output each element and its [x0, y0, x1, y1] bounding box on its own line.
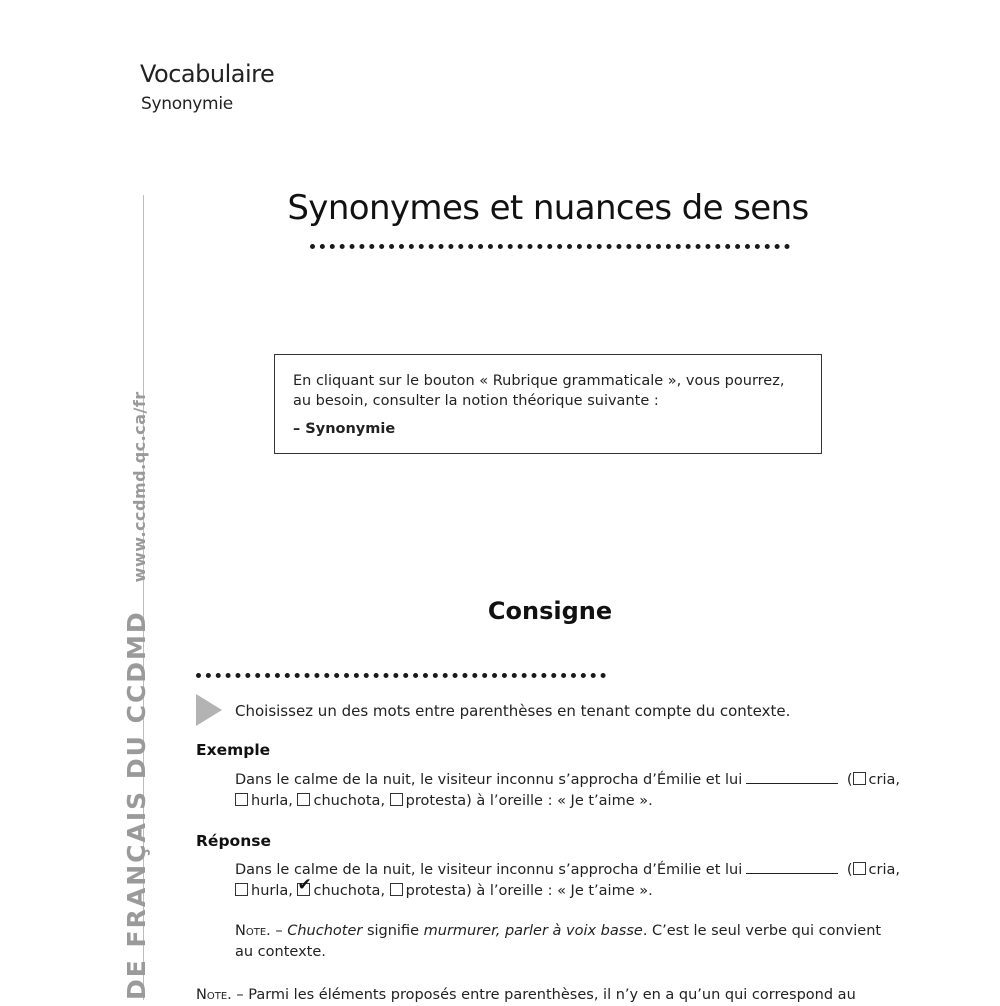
note-dash: – — [270, 923, 288, 939]
exemple-option-protesta: protesta) — [405, 793, 472, 809]
play-arrow-icon — [196, 694, 222, 726]
general-note-text: – Parmi les éléments proposés entre parenthèses, il n’y en a qu’un qui correspond au — [231, 987, 856, 1003]
exemple-option-hurla: hurla, — [251, 793, 293, 809]
info-box-line-2: au besoin, consulter la notion théorique suivante : — [293, 393, 659, 409]
consigne-title: Consigne — [487, 597, 613, 625]
subsection-heading: Synonymie — [141, 94, 233, 114]
sidebar-brand: DE FRANÇAIS DU CCDMD — [122, 610, 151, 1000]
info-box-notion-link[interactable]: – Synonymie — [293, 421, 396, 437]
reponse-checkbox-chuchota[interactable] — [297, 875, 312, 896]
reponse-sentence-start: Dans le calme de la nuit, le visiteur inconnu s’approcha d’Émilie et lui — [235, 862, 743, 878]
exemple-checkbox-cria[interactable] — [853, 772, 866, 785]
exemple-sentence-end: à l’oreille : « Je t’aime ». — [476, 793, 653, 809]
reponse-blank — [746, 860, 838, 874]
reponse-sentence-end: à l’oreille : « Je t’aime ». — [476, 883, 653, 899]
exemple-blank — [746, 770, 838, 784]
exemple-option-chuchota: chuchota, — [313, 793, 386, 809]
exemple-sentence-start: Dans le calme de la nuit, le visiteur inconnu s’approcha d’Émilie et lui — [235, 772, 743, 788]
reponse-option-cria: cria, — [868, 862, 900, 878]
note-rest: . C’est le seul verbe qui convient au contexte. — [235, 923, 882, 960]
reponse-option-chuchota: chuchota, — [313, 883, 386, 899]
reponse-option-protesta: protesta) — [405, 883, 472, 899]
reponse-checkbox-hurla[interactable] — [235, 883, 248, 896]
reponse-checkbox-cria[interactable] — [853, 862, 866, 875]
page-title: Synonymes et nuances de sens — [287, 188, 809, 228]
exemple-sentence — [235, 770, 903, 812]
note-prefix: Note. — [235, 923, 271, 939]
reponse-label: Réponse — [196, 832, 271, 850]
checkmark-icon: ✔ — [297, 875, 312, 895]
note-term: Chuchoter — [287, 923, 363, 939]
section-heading: Vocabulaire — [140, 60, 275, 88]
exemple-option-cria: cria, — [868, 772, 900, 788]
exemple-label: Exemple — [196, 741, 271, 759]
general-note-prefix: Note. — [196, 987, 232, 1003]
exemple-open-paren: ( — [846, 772, 853, 788]
reponse-sentence — [235, 860, 903, 902]
exemple-checkbox-protesta[interactable] — [390, 793, 403, 806]
info-box — [274, 354, 822, 454]
reponse-open-paren: ( — [846, 862, 853, 878]
sidebar-url: www.ccdmd.qc.ca/fr — [130, 391, 149, 583]
note-mid: signifie — [362, 923, 424, 939]
reponse-note — [235, 921, 903, 963]
exemple-checkbox-hurla[interactable] — [235, 793, 248, 806]
consigne-dotted-divider — [196, 673, 606, 678]
note-definition: murmurer, parler à voix basse — [423, 923, 643, 939]
title-dotted-divider — [310, 244, 790, 249]
sidebar-watermark — [122, 391, 151, 1000]
reponse-checkbox-protesta[interactable] — [390, 883, 403, 896]
general-note — [196, 985, 903, 1006]
consigne-instruction: Choisissez un des mots entre parenthèses en tenant compte du contexte. — [235, 702, 791, 720]
reponse-option-hurla: hurla, — [251, 883, 293, 899]
exemple-checkbox-chuchota[interactable] — [297, 793, 310, 806]
info-box-line-1: En cliquant sur le bouton « Rubrique grammaticale », vous pourrez, — [293, 373, 785, 389]
